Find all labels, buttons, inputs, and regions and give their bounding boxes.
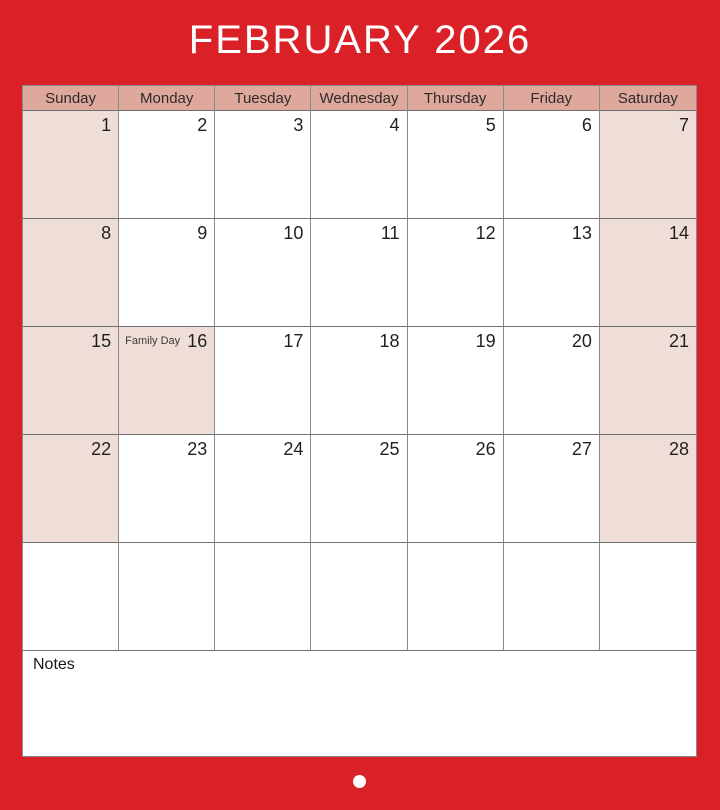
day-number: 23 xyxy=(187,439,208,459)
day-cell-23 xyxy=(119,435,215,543)
day-cell-empty xyxy=(311,543,407,651)
day-number: 16 xyxy=(187,331,208,351)
weekday-header-monday: Monday xyxy=(119,86,215,111)
day-number: 25 xyxy=(379,439,400,459)
weekday-header-saturday: Saturday xyxy=(600,86,696,111)
day-number: 13 xyxy=(571,223,592,243)
day-number: 15 xyxy=(91,331,112,351)
day-cell-25 xyxy=(311,435,407,543)
weekday-header-wednesday: Wednesday xyxy=(311,86,407,111)
day-number: 6 xyxy=(581,115,592,135)
calendar xyxy=(22,85,697,757)
day-cell-20 xyxy=(504,327,600,435)
day-cell-22 xyxy=(23,435,119,543)
day-cell-7 xyxy=(600,111,696,219)
weekday-header-row xyxy=(23,86,696,111)
day-cell-empty xyxy=(408,543,504,651)
day-cell-26 xyxy=(408,435,504,543)
day-cell-empty xyxy=(23,543,119,651)
day-number: 24 xyxy=(283,439,304,459)
day-cell-empty xyxy=(215,543,311,651)
day-cell-18 xyxy=(311,327,407,435)
day-number: 1 xyxy=(101,115,112,135)
day-cell-4 xyxy=(311,111,407,219)
day-number: 20 xyxy=(571,331,592,351)
day-cell-8 xyxy=(23,219,119,327)
day-number: 19 xyxy=(475,331,496,351)
day-number: 2 xyxy=(197,115,208,135)
day-cell-17 xyxy=(215,327,311,435)
day-number: 9 xyxy=(197,223,208,243)
day-number: 26 xyxy=(475,439,496,459)
day-number: 8 xyxy=(101,223,112,243)
day-cell-1 xyxy=(23,111,119,219)
day-cell-empty xyxy=(119,543,215,651)
day-cell-10 xyxy=(215,219,311,327)
day-number: 12 xyxy=(475,223,496,243)
day-number: 21 xyxy=(668,331,689,351)
weekday-header-thursday: Thursday xyxy=(408,86,504,111)
day-number: 4 xyxy=(389,115,400,135)
day-number: 14 xyxy=(668,223,689,243)
event-label: Family Day xyxy=(125,335,181,347)
day-cell-6 xyxy=(504,111,600,219)
day-cell-21 xyxy=(600,327,696,435)
day-cell-9 xyxy=(119,219,215,327)
day-cell-24 xyxy=(215,435,311,543)
day-cell-13 xyxy=(504,219,600,327)
day-cell-3 xyxy=(215,111,311,219)
day-number: 22 xyxy=(91,439,112,459)
day-number: 18 xyxy=(379,331,400,351)
page-indicator-dot xyxy=(353,775,366,788)
weekday-header-sunday: Sunday xyxy=(23,86,119,111)
day-cell-28 xyxy=(600,435,696,543)
notes-section xyxy=(23,651,696,756)
day-number: 28 xyxy=(668,439,689,459)
day-cell-19 xyxy=(408,327,504,435)
weekday-header-friday: Friday xyxy=(504,86,600,111)
day-cell-5 xyxy=(408,111,504,219)
day-number: 5 xyxy=(485,115,496,135)
day-cell-12 xyxy=(408,219,504,327)
day-number: 3 xyxy=(293,115,304,135)
day-number: 10 xyxy=(283,223,304,243)
day-number: 11 xyxy=(380,223,400,243)
weekday-header-tuesday: Tuesday xyxy=(215,86,311,111)
day-cell-2 xyxy=(119,111,215,219)
day-number: 17 xyxy=(283,331,304,351)
day-cell-11 xyxy=(311,219,407,327)
notes-label: Notes xyxy=(33,656,75,673)
day-cell-empty xyxy=(504,543,600,651)
day-cell-16 xyxy=(119,327,215,435)
calendar-grid xyxy=(23,111,696,651)
day-cell-27 xyxy=(504,435,600,543)
day-cell-15 xyxy=(23,327,119,435)
calendar-month-title: FEBRUARY 2026 xyxy=(188,18,532,62)
day-number: 7 xyxy=(678,115,689,135)
day-cell-empty xyxy=(600,543,696,651)
day-number: 27 xyxy=(571,439,592,459)
day-cell-14 xyxy=(600,219,696,327)
